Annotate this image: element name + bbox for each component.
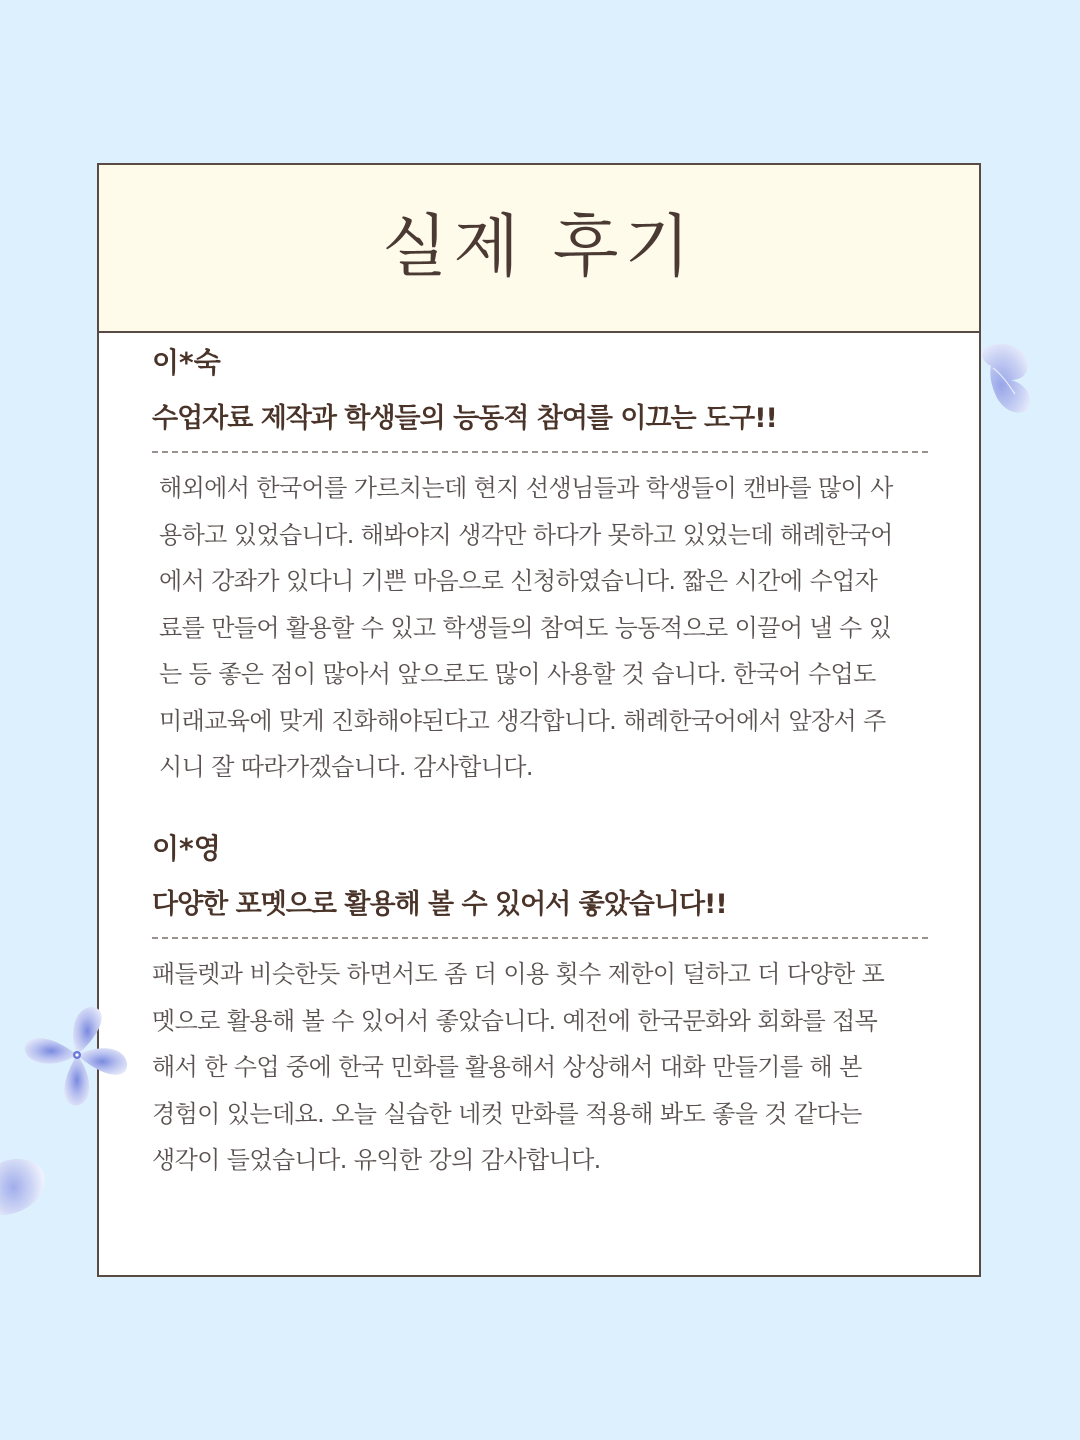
review-line: 료를 만들어 활용할 수 있고 학생들의 참여도 능동적으로 이끌어 낼 수 있 — [159, 613, 892, 642]
dashed-divider — [152, 451, 928, 453]
review-line: 에서 강좌가 있다니 기쁜 마음으로 신청하였습니다. 짧은 시간에 수업자 — [159, 567, 878, 595]
review-line: 경험이 있는데요. 오늘 실습한 네컷 만화를 적용해 봐도 좋을 것 같다는 — [152, 1099, 862, 1128]
review-line: 미래교육에 맞게 진화해야된다고 생각합니다. 해례한국어에서 앞장서 주 — [159, 706, 886, 735]
review-headline: 수업자료 제작과 학생들의 능동적 참여를 이끄는 도구!! — [152, 403, 777, 434]
hydrangea-petal-icon — [975, 340, 1037, 420]
review-line: 멧으로 활용해 볼 수 있어서 좋았습니다. 예전에 한국문화와 회화를 접목 — [152, 1006, 878, 1035]
review-body — [159, 465, 929, 791]
hydrangea-flower-icon — [22, 1003, 132, 1107]
dashed-divider — [152, 937, 928, 939]
review-line: 패들렛과 비슷한듯 하면서도 좀 더 이용 횟수 제한이 덜하고 더 다양한 포 — [152, 960, 885, 988]
review-line: 해서 한 수업 중에 한국 민화를 활용해서 상상해서 대화 만들기를 해 본 — [152, 1053, 862, 1081]
reviewer-name: 이*숙 — [152, 346, 221, 379]
review-line: 용하고 있었습니다. 해봐야지 생각만 하다가 못하고 있었는데 해례한국어 — [159, 520, 893, 549]
review-body — [152, 951, 930, 1184]
reviewer-name: 이*영 — [152, 832, 221, 865]
review-line: 는 등 좋은 점이 많아서 앞으로도 많이 사용할 것 습니다. 한국어 수업도 — [159, 660, 876, 688]
title-band — [99, 165, 979, 333]
review-line: 시니 잘 따라가겠습니다. 감사합니다. — [159, 753, 533, 781]
review-line: 해외에서 한국어를 가르치는데 현지 선생님들과 학생들이 캔바를 많이 사 — [159, 474, 893, 502]
review-headline: 다양한 포멧으로 활용해 볼 수 있어서 좋았습니다!! — [152, 889, 727, 920]
page-title: 실제 후기 — [381, 208, 697, 287]
review-line: 생각이 들었습니다. 유익한 강의 감사합니다. — [152, 1146, 601, 1174]
hydrangea-petal-small-icon — [0, 1155, 48, 1219]
review-card — [97, 163, 981, 1277]
